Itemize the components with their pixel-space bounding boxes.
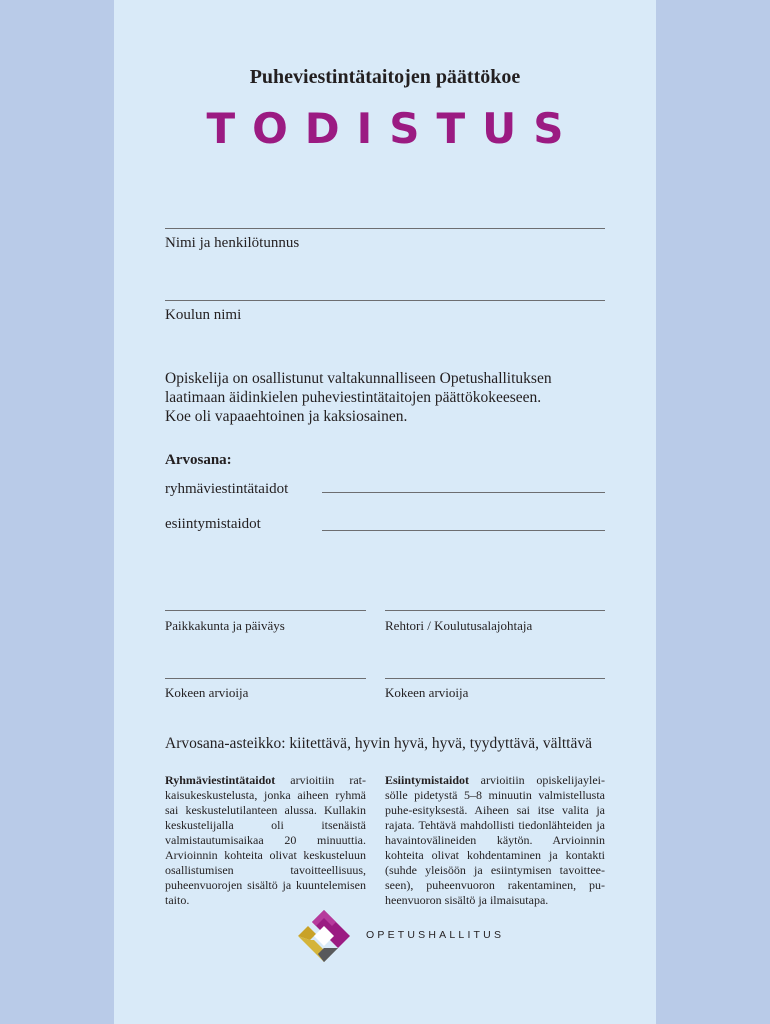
group-skills-description	[165, 773, 366, 908]
group-skills-term: Ryhmäviestintätaidot	[165, 773, 276, 787]
performance-skills-term: Esiintymistaidot	[385, 773, 470, 787]
performance-skills-grade-line[interactable]	[322, 530, 605, 531]
name-field-line[interactable]	[165, 228, 605, 229]
group-skills-text: arvioitiin ratkaisukeskustelusta, jonka aiheen ryhmä sai keskustelutilanteen alussa. Kullakin keskustelijalla oli itsenäistä valmistautumisaikaa 20 minuuttia. Arvioinnin kohteita olivat keskusteluun osallistumisen tavoitteellisuus, puheenvuorojen sisältö ja kuuntelemisen taito.	[165, 773, 366, 907]
group-skills-label: ryhmäviestintätaidot	[165, 481, 289, 497]
opetushallitus-logo-icon	[294, 908, 354, 964]
school-field-line[interactable]	[165, 300, 605, 301]
group-skills-grade-line[interactable]	[322, 492, 605, 493]
examiner2-signature-line[interactable]	[385, 678, 605, 679]
intro-line: Koe oli vapaaehtoinen ja kaksiosainen.	[165, 408, 408, 425]
certificate-title: TODISTUS	[206, 104, 581, 153]
examiner1-label: Kokeen arvioija	[165, 685, 249, 700]
principal-label: Rehtori / Koulutusalajohtaja	[385, 618, 533, 633]
performance-skills-text: arvioitiin opiskelijayleisölle pidetystä 5–8 minuutin valmistellusta puhe-esityksestä. Aiheen sai itse valita ja rajata. Tehtävä mahdollisti tiedonlähteiden ja havaintovälineiden käytön. Arvioinnin kohteita olivat kohdentaminen ja kontakti (suhde yleisöön ja esiintymisen tavoitteeseen), puheenvuoron rakentaminen, puheenvuoron sisältö ja ilmaisutapa.	[385, 773, 605, 907]
exam-subtitle: Puheviestintätaitojen päättökoe	[249, 66, 521, 88]
grade-heading: Arvosana:	[165, 452, 232, 468]
place-date-line[interactable]	[165, 610, 366, 611]
examiner2-label: Kokeen arvioija	[385, 685, 469, 700]
intro-line: Opiskelija on osallistunut valtakunnalliseen Opetushallituksen	[165, 370, 552, 387]
performance-skills-description	[385, 773, 605, 908]
intro-paragraph	[165, 369, 585, 426]
performance-skills-label: esiintymistaidot	[165, 516, 261, 532]
certificate-page	[114, 0, 656, 1024]
school-field-label: Koulun nimi	[165, 307, 242, 323]
principal-signature-line[interactable]	[385, 610, 605, 611]
place-date-label: Paikkakunta ja päiväys	[165, 618, 285, 633]
intro-line: laatimaan äidinkielen puheviestintätaitojen päättökokeeseen.	[165, 389, 542, 406]
logo-text: OPETUSHALLITUS	[366, 929, 505, 941]
grade-scale: Arvosana-asteikko: kiitettävä, hyvin hyvä, hyvä, tyydyttävä, välttävä	[165, 735, 592, 752]
name-field-label: Nimi ja henkilötunnus	[165, 235, 300, 251]
examiner1-signature-line[interactable]	[165, 678, 366, 679]
